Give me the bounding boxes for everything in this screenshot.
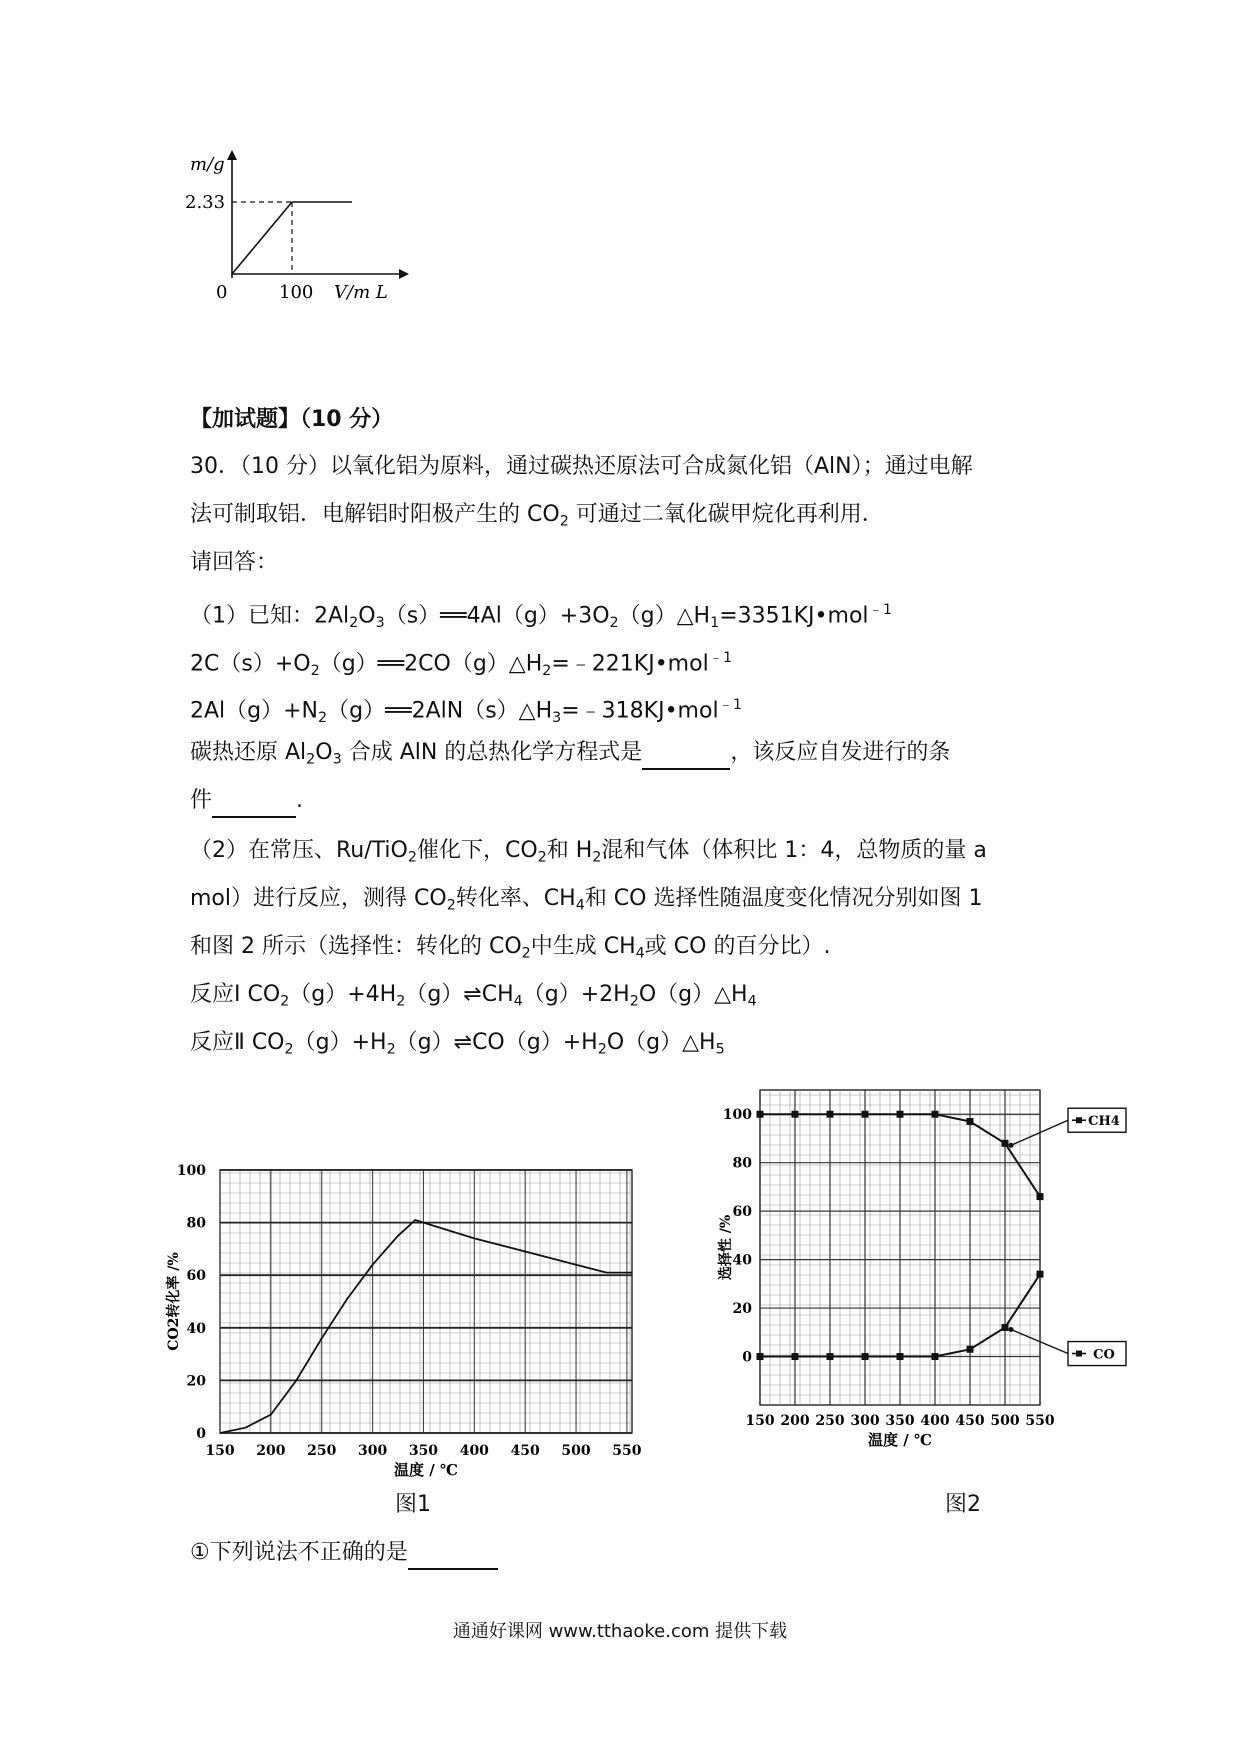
x-axis-label: V/m L [334,282,388,303]
x-tick-label: 300 [850,1413,880,1429]
x-axis-title: 温度 / ℃ [868,1431,932,1449]
equation-3: $2Al(g)+N_2(g)══2AlN(s)\triangle H_3=﹣318KJ•mol^{﹣1}$ [190,697,742,726]
x-tick-label: 250 [815,1413,845,1429]
question-intro-line-2: 法可制取铝．电解铝时阳极产生的 $CO_2$ 可通过二氧化碳甲烷化再利用． [190,502,884,530]
data-point-ch4 [897,1111,904,1118]
part-1-question: 碳热还原 $Al_2O_3$ 合成 AlN 的总热化学方程式是 ，该反应自发进行的条 [190,738,1070,774]
equation-2: $2C(s)+O_2(g)══2CO(g)\triangle H_2=﹣221KJ•mol^{﹣1}$ [190,650,733,679]
x-tick-label: 150 [745,1413,775,1429]
y-tick-label: 60 [732,1204,752,1221]
legend-swatch-marker [1076,1117,1082,1123]
x-tick-label: 350 [408,1443,439,1459]
x-tick-label: 200 [256,1443,286,1459]
x-tick-label: 150 [205,1443,235,1459]
data-point-ch4 [967,1118,974,1125]
legend-pointer-arrowhead [1009,1327,1014,1332]
data-point-ch4 [932,1111,939,1118]
y-tick-label: 100 [176,1163,206,1179]
part-2-line-2: mol）进行反应，测得 $CO_2$转化率、$CH_4$和 CO 选择性随温度变化情况分别如图 1 [190,886,983,914]
data-point-ch4 [827,1111,834,1118]
equation-1: （1）已知：$2Al_2O_3(s)══4Al(g)+3O_2(g)\triangle H_1=3351KJ•mol^{﹣1}$ [190,602,892,631]
x-tick-label: 450 [510,1443,540,1459]
y-tick-label: 80 [732,1155,752,1172]
x-tick-label: 400 [459,1443,489,1459]
question-intro-line-1: 30．（10 分）以氧化铝为原料，通过碳热还原法可合成氮化铝（AlN）；通过电解 [190,454,973,479]
figure-1-caption: 图1 [395,1492,431,1517]
data-point-co [1002,1324,1009,1331]
reaction-2: 反应Ⅱ $CO_2(g)+H_2(g)\rightleftharpoons CO(g)+H_2O(g)\triangle H_5$ [190,1030,725,1058]
x-tick-label: 200 [780,1413,810,1429]
y-axis-label: m/g [190,154,225,175]
origin-label: 0 [216,282,228,303]
figure-2-caption: 图2 [945,1492,981,1517]
legend-swatch-marker [1076,1351,1082,1357]
x-tick-label: 250 [307,1443,337,1459]
part-1-condition: 件 . [190,786,1070,818]
y-tick-label: 0 [742,1349,752,1366]
y-tick-label: 20 [186,1373,206,1390]
answer-blank-condition[interactable] [212,786,296,818]
y-tick-label: 100 [722,1107,752,1124]
x-value-label: 100 [279,282,314,303]
x-tick-label: 450 [955,1413,985,1429]
y-tick-label: 20 [732,1301,752,1318]
mass-volume-graph [180,150,420,350]
y-axis-title: 选择性 /% [718,1214,734,1281]
section-title: 【加试题】（10 分） [190,407,394,432]
part-2-line-3: 和图 2 所示（选择性：转化的 $CO_2$中生成 $CH_4$或 CO 的百分比）. [190,934,831,962]
data-point-co [897,1353,904,1360]
reaction-1: 反应Ⅰ $CO_2(g)+4H_2(g)\rightleftharpoons CH_4(g)+2H_2O(g)\triangle H_4$ [190,982,757,1010]
part-2-line-1: （2）在常压、Ru/TiO$_2$催化下，$CO_2$和 $H_2$混和气体（体积比 1：4，总物质的量 a [190,838,987,866]
data-point-co [932,1353,939,1360]
y-tick-label: 80 [186,1215,206,1232]
y-value-label: 2.33 [185,192,226,213]
x-tick-label: 500 [990,1413,1020,1429]
y-tick-label: 60 [186,1268,206,1285]
data-point-co [1037,1271,1044,1278]
data-point-ch4 [1037,1193,1044,1200]
y-tick-label: 40 [732,1252,752,1269]
x-axis-title: 温度 / ℃ [394,1461,458,1479]
data-point-ch4 [757,1111,764,1118]
data-point-ch4 [862,1111,869,1118]
data-point-co [792,1353,799,1360]
legend-pointer-arrowhead [1009,1143,1014,1148]
y-tick-label: 40 [186,1320,206,1337]
legend-label-co: CO [1093,1347,1115,1363]
figure-1-co2-conversion-chart [166,1125,715,1485]
x-tick-label: 500 [561,1443,591,1459]
x-tick-label: 300 [357,1443,388,1459]
legend-label-ch4: CH4 [1088,1114,1120,1130]
y-axis-arrow [227,150,237,160]
data-point-co [967,1346,974,1353]
y-axis-title: CO2转化率 /% [166,1252,182,1351]
data-point-co [827,1353,834,1360]
sub-question-1: ①下列说法不正确的是 [190,1538,1070,1570]
x-tick-label: 550 [1025,1413,1055,1429]
page-footer: 通通好课网 www.tthaoke.com 提供下载 [452,1621,788,1642]
x-axis-arrow [399,269,409,279]
data-point-ch4 [792,1111,799,1118]
x-tick-label: 400 [920,1413,950,1429]
data-point-co [862,1353,869,1360]
y-tick-label: 0 [196,1426,206,1442]
data-point-co [757,1353,764,1360]
x-tick-label: 350 [885,1413,915,1429]
answer-blank-equation[interactable] [642,738,730,770]
rising-line [232,202,292,274]
x-tick-label: 550 [612,1443,642,1459]
data-point-ch4 [1002,1140,1009,1147]
figure-2-selectivity-chart [715,1080,1180,1485]
answer-blank-sub-1[interactable] [408,1538,498,1570]
please-answer-label: 请回答： [190,550,279,575]
